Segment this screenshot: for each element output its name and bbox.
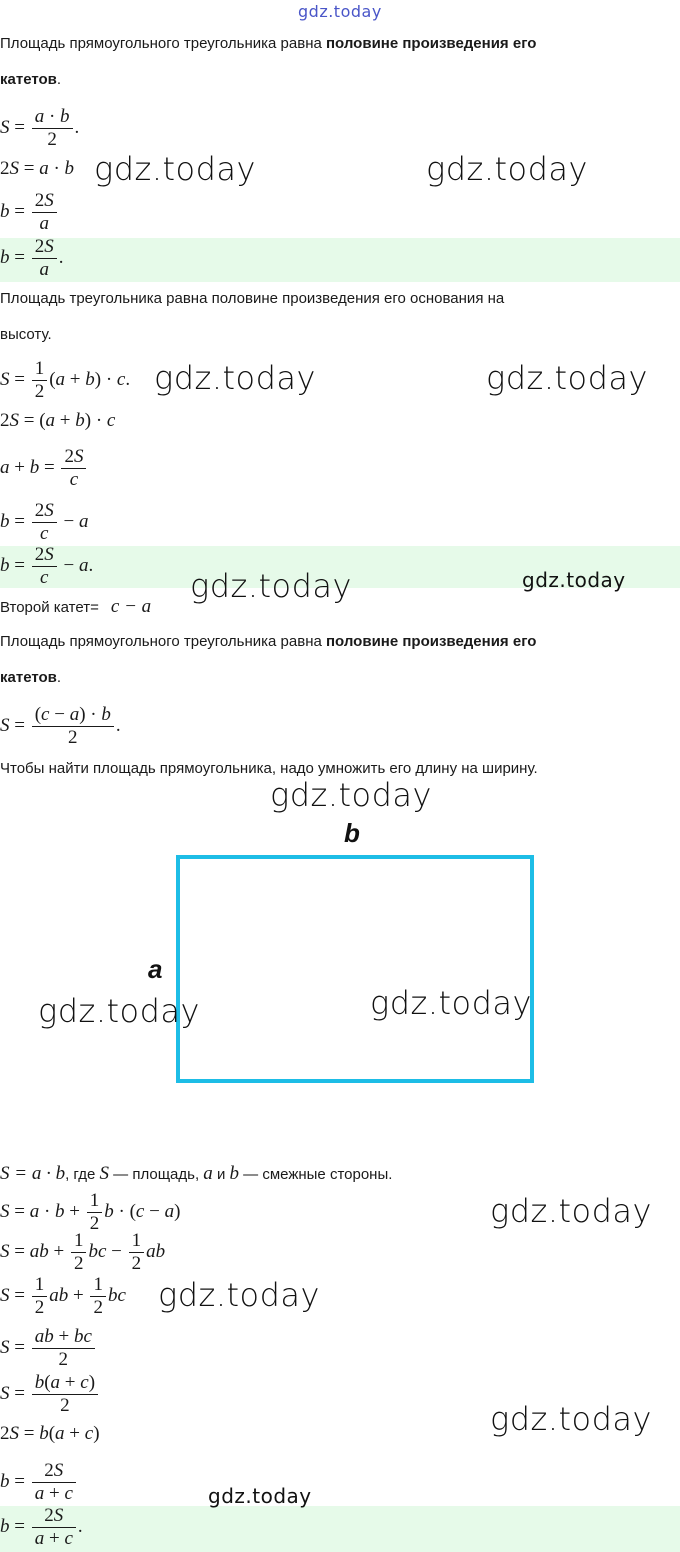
text-plain: , где bbox=[65, 1166, 100, 1183]
header-watermark: gdz.today bbox=[298, 2, 382, 21]
text-plain: Площадь прямоугольного треугольника равна bbox=[0, 35, 326, 52]
formula-b-2s-ac: b = $\frac{2S}{a + c}$ bbox=[0, 1460, 78, 1505]
paragraph-area-right-triangle bbox=[0, 34, 536, 54]
rectangle-diagram bbox=[176, 855, 534, 1083]
formula-s-expanded: S = ab + $\frac{1}{2}$ bc − $\frac{1}{2}$ ab bbox=[0, 1230, 166, 1274]
text-bold: катетов bbox=[0, 669, 57, 686]
formula-s-half-ab-c: S = $\frac{1}{2}$ (a + b) · c. bbox=[0, 358, 131, 402]
formula-2s-ab-c: 2S = (a + b) · c bbox=[0, 410, 116, 431]
text-plain: и bbox=[212, 1166, 230, 1183]
formula-b-2s-a: b = $\frac{2S}{a}$ bbox=[0, 190, 59, 235]
text-bold: половине произведения его bbox=[326, 633, 537, 650]
paragraph-area-triangle-cont: высоту. bbox=[0, 326, 52, 343]
answer-highlight-3 bbox=[0, 1506, 680, 1552]
paragraph-area-right-triangle-2-cont bbox=[0, 668, 61, 688]
text-plain: — площадь, bbox=[108, 1166, 204, 1183]
formula-s-sum-half: S = $\frac{ab + bc}{2}$ bbox=[0, 1326, 97, 1371]
watermark: gdz.today bbox=[154, 359, 316, 397]
text-plain: . bbox=[56, 71, 62, 88]
second-leg-label: Второй катет= c − a bbox=[0, 596, 152, 617]
text-plain: Площадь прямоугольного треугольника равна bbox=[0, 633, 326, 650]
formula-2s-factored: 2S = b(a + c) bbox=[0, 1423, 100, 1444]
formula-s-ca-b-half: S = $\frac{(c - a) \cdot b}{2}$ . bbox=[0, 704, 121, 748]
watermark: gdz.today bbox=[522, 568, 626, 592]
paragraph-rectangle-formula: S = a · b, где S — площадь, a и b — смежные стороны. bbox=[0, 1163, 393, 1184]
text-bold: половине произведения его bbox=[326, 35, 537, 52]
watermark: gdz.today bbox=[490, 1192, 652, 1230]
rect-side-a-label: a bbox=[148, 954, 163, 984]
answer-highlight-1 bbox=[0, 238, 680, 282]
formula-2s-ab: 2S = a · b bbox=[0, 158, 75, 179]
watermark: gdz.today bbox=[190, 567, 352, 605]
formula-s-ab-plus-half: S = a · b + $\frac{1}{2}$ b · (c − a) bbox=[0, 1190, 181, 1234]
text-bold: катетов bbox=[0, 71, 57, 88]
watermark: gdz.today bbox=[270, 776, 432, 814]
watermark: gdz.today bbox=[38, 992, 200, 1030]
formula-s-ab-half: S = $\frac{a \cdot b}{2}$ . bbox=[0, 106, 80, 150]
watermark: gdz.today bbox=[158, 1276, 320, 1314]
paragraph-area-triangle: Площадь треугольника равна половине произведения его основания на bbox=[0, 290, 505, 307]
watermark: gdz.today bbox=[370, 984, 532, 1022]
paragraph-area-right-triangle-2 bbox=[0, 632, 536, 652]
formula-b-2s-c-minus-a: b = $\frac{2S}{c}$ − a bbox=[0, 500, 89, 544]
watermark: gdz.today bbox=[208, 1484, 312, 1508]
text-plain: . bbox=[56, 669, 62, 686]
text-plain: — смежные стороны. bbox=[239, 1166, 393, 1183]
formula-answer-2: b = $\frac{2S}{c}$ − a. bbox=[0, 544, 94, 588]
formula-answer-3: b = $\frac{2S}{a + c}$ . bbox=[0, 1505, 83, 1549]
paragraph-rectangle-area: Чтобы найти площадь прямоугольника, надо умножить его длину на ширину. bbox=[0, 760, 538, 777]
formula-a-plus-b: a + b = $\frac{2S}{c}$ bbox=[0, 446, 88, 491]
formula-s-factored: S = $\frac{b(a + c)}{2}$ bbox=[0, 1372, 100, 1417]
watermark: gdz.today bbox=[490, 1400, 652, 1438]
formula-s-halves: S = $\frac{1}{2}$ ab + $\frac{1}{2}$ bc bbox=[0, 1274, 126, 1318]
paragraph-area-right-triangle-cont bbox=[0, 70, 61, 90]
formula-answer-1: b = $\frac{2S}{a}$ . bbox=[0, 236, 64, 280]
text-plain: Второй катет= bbox=[0, 599, 99, 616]
watermark: gdz.today bbox=[94, 150, 256, 188]
watermark: gdz.today bbox=[486, 359, 648, 397]
rect-side-b-label: b bbox=[344, 818, 360, 848]
watermark: gdz.today bbox=[426, 150, 588, 188]
